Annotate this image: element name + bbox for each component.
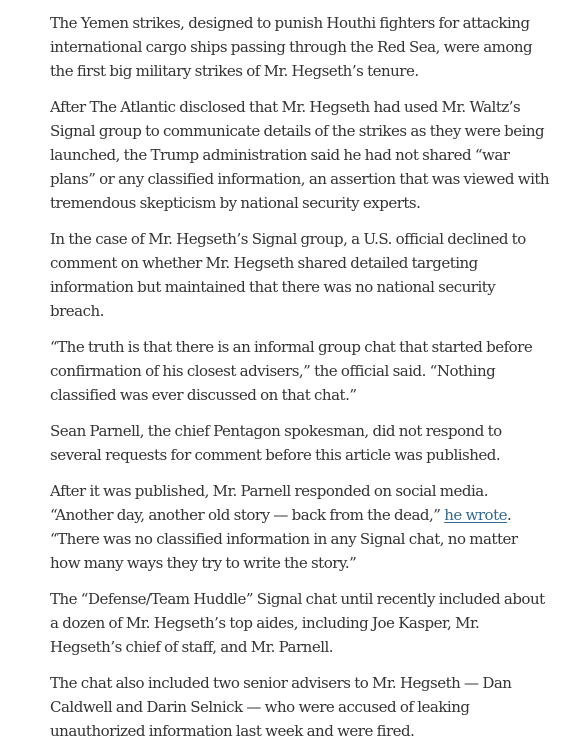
paragraph-yemen-strikes: The Yemen strikes, designed to punish Houthi fighters for attacking international cargo ships passing through the Red Sea, were among the first big military strikes of Mr. Hegseth’s tenure.	[50, 14, 533, 80]
paragraph-text-before-link: After it was published, Mr. Parnell responded on social media. “Another day, another old story — back from the dead,”	[50, 482, 488, 524]
paragraph-text-after-link: . “There was no classified information in any Signal chat, no matter how many ways they try to write the story.”	[50, 506, 518, 572]
paragraph-parnell-no-response: Sean Parnell, the chief Pentagon spokesman, did not respond to several requests for comment before this article was published.	[50, 422, 502, 464]
paragraph-senior-advisers: The chat also included two senior advisers to Mr. Hegseth — Dan Caldwell and Darin Selnick — who were accused of leaking unauthorized information last week and were fired.	[50, 674, 512, 740]
paragraph-official-quote: “The truth is that there is an informal group chat that started before confirmation of his closest advisers,” the official said. “Nothing classified was ever discussed on that chat.”	[50, 338, 533, 404]
paragraph-team-huddle: The “Defense/Team Huddle” Signal chat until recently included about a dozen of Mr. Hegseth’s top aides, including Joe Kasper, Mr. Hegseth’s chief of staff, and Mr. Parnell.	[50, 590, 545, 656]
paragraph-us-official: In the case of Mr. Hegseth’s Signal group, a U.S. official declined to comment on whether Mr. Hegseth shared detailed targeting information but maintained that there was no national security breach.	[50, 230, 526, 320]
paragraph-atlantic-disclosure: After The Atlantic disclosed that Mr. Hegseth had used Mr. Waltz’s Signal group to communicate details of the strikes as they were being launched, the Trump administration said he had not shared “war plans” or any classified information, an assertion that was viewed with tremendous skepticism by national security experts.	[50, 98, 550, 212]
paragraph-parnell-social-media	[50, 479, 550, 575]
he-wrote-link[interactable]: he wrote	[444, 506, 507, 524]
